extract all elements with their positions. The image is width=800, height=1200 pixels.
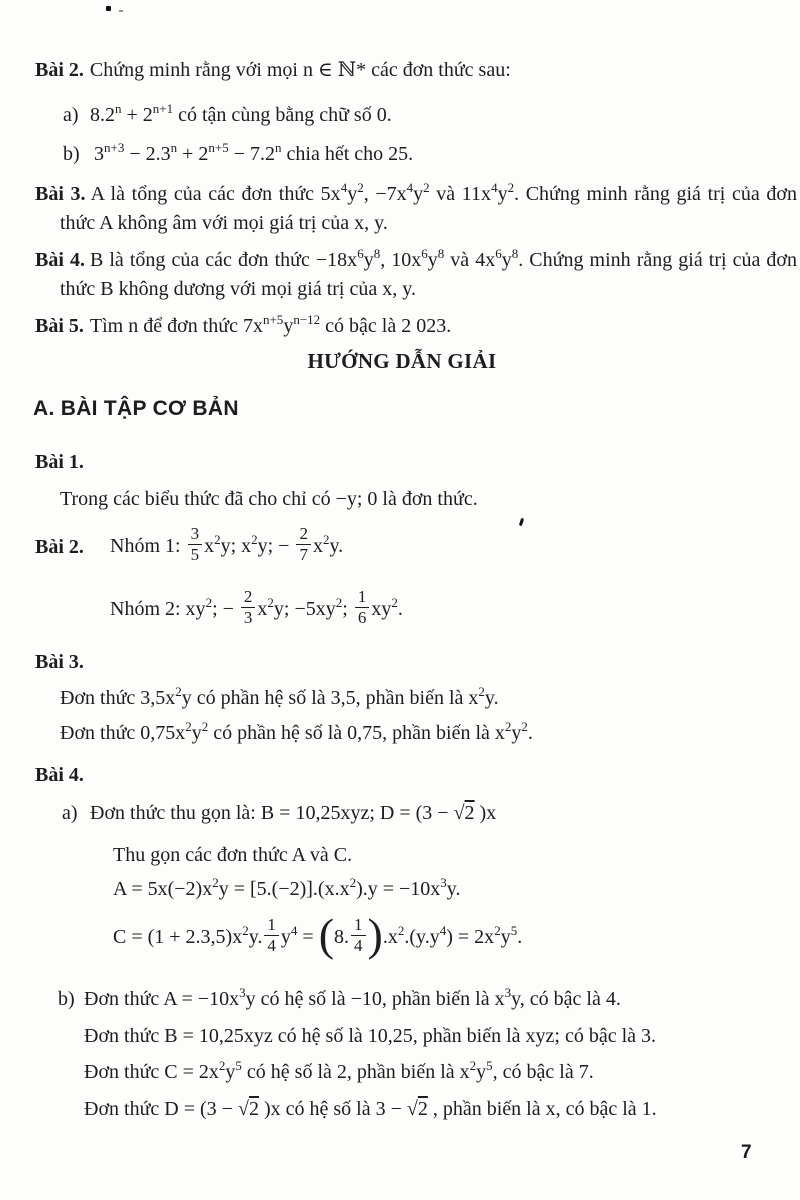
solution-4b-marker: b) — [58, 988, 75, 1010]
problem-2-label: Bài 2. — [35, 59, 84, 81]
problem-3-label: Bài 3. — [35, 183, 86, 205]
solution-1-label: Bài 1. — [35, 451, 84, 473]
problem-2-intro-text: Chứng minh rằng với mọi n ∈ ℕ* các đơn thức sau: — [89, 59, 511, 81]
solution-4b-line-4: Đơn thức D = (3 − √2 )x có hệ số là 3 − √2 , phần biến là x, có bậc là 1. — [84, 1098, 657, 1120]
problem-4-label: Bài 4. — [35, 249, 85, 271]
problem-5 — [35, 313, 451, 339]
problem-4-text: B là tổng của các đơn thức $-18x^6y^8$, $10x^6y^8$ và $4x^6y^8$. Chứng minh rằng giá trị của đơn thức B không dương với mọi giá trị của x, y. — [60, 246, 797, 300]
print-speck-dash — [119, 10, 123, 12]
problem-2-intro — [35, 57, 511, 83]
solution-4-label: Bài 4. — [35, 764, 84, 786]
problem-3-text: A là tổng của các đơn thức $5x^4y^2$, $-7x^4y^2$ và $11x^4y^2$. Chứng minh rằng giá trị của đơn thức A không âm với mọi giá trị của x, y. — [60, 180, 797, 234]
problem-2b-text: $3^{n+3} - 2.3^n + 2^{n+5} - 7.2^n$ chia hết cho 25. — [94, 140, 414, 165]
solution-2-group-2: Nhóm 2: $xy^2$; − $\frac{2}{3}$ $x^2y$; $-5xy^2$; $\frac{1}{6}$ $xy^2$. — [110, 586, 403, 627]
solution-4a-line-2: Thu gọn các đơn thức A và C. — [113, 844, 353, 866]
solution-4b-line-1: Đơn thức $A = -10x^3y$ có hệ số là −10, phần biến là $x^3y$, có bậc là 4. — [84, 985, 621, 1010]
solution-3-label: Bài 3. — [35, 651, 84, 673]
solution-4a-line-3: $A = 5x(-2)x^2y = [5.(-2)].(x.x^2).y = -10x^3y$. — [113, 875, 461, 900]
page-number: 7 — [741, 1142, 752, 1163]
problem-5-label: Bài 5. — [35, 315, 84, 337]
section-a-heading: A. BÀI TẬP CƠ BẢN — [33, 397, 239, 420]
problem-5-text: Tìm n để đơn thức $7x^{n+5}y^{n-12}$ có bậc là 2 023. — [89, 312, 452, 337]
solution-1-text: Trong các biểu thức đã cho chỉ có −y; 0 là đơn thức. — [60, 488, 478, 510]
problem-4 — [35, 246, 797, 304]
print-speck-dot — [106, 6, 111, 11]
solution-heading: HƯỚNG DẪN GIẢI — [307, 349, 497, 373]
solution-2-group-1: Nhóm 1: $\frac{3}{5}$ $x^2y$; $x^2y$; − $\frac{2}{7}$ $x^2y$. — [110, 523, 344, 564]
problem-2a-marker: a) — [63, 104, 79, 126]
solution-4b-line-3: Đơn thức $C = 2x^2y^5$ có hệ số là 2, phần biến là $x^2y^5$, có bậc là 7. — [84, 1058, 594, 1083]
problem-2a-text: $8.2^n + 2^{n+1}$ có tận cùng bằng chữ số 0. — [90, 101, 392, 126]
solution-4b-line-2: Đơn thức B = 10,25xyz có hệ số là 10,25, phần biến là xyz; có bậc là 3. — [84, 1025, 657, 1047]
problem-2b-marker: b) — [63, 143, 80, 165]
solution-4a-marker: a) — [62, 802, 78, 824]
solution-3-line-1: Đơn thức $3,5x^2y$ có phần hệ số là 3,5, phần biến là $x^2y$. — [60, 684, 499, 709]
solution-4a-line-1: Đơn thức thu gọn là: B = 10,25xyz; D = (3 − √2 )x — [90, 802, 497, 824]
solution-2-label: Bài 2. — [35, 536, 84, 558]
solution-3-line-2: Đơn thức $0,75x^2y^2$ có phần hệ số là 0,75, phần biến là $x^2y^2$. — [60, 719, 533, 744]
print-speck-comma — [519, 518, 524, 527]
solution-4a-line-4: $C = (1 + 2.3,5)x^2y$. $\frac{1}{4}$ $y^4 = (8$. $\frac{1}{4}$ )$.x^2.(y.y^4) = 2x^2y^5$. — [113, 909, 523, 961]
problem-3 — [35, 180, 797, 238]
